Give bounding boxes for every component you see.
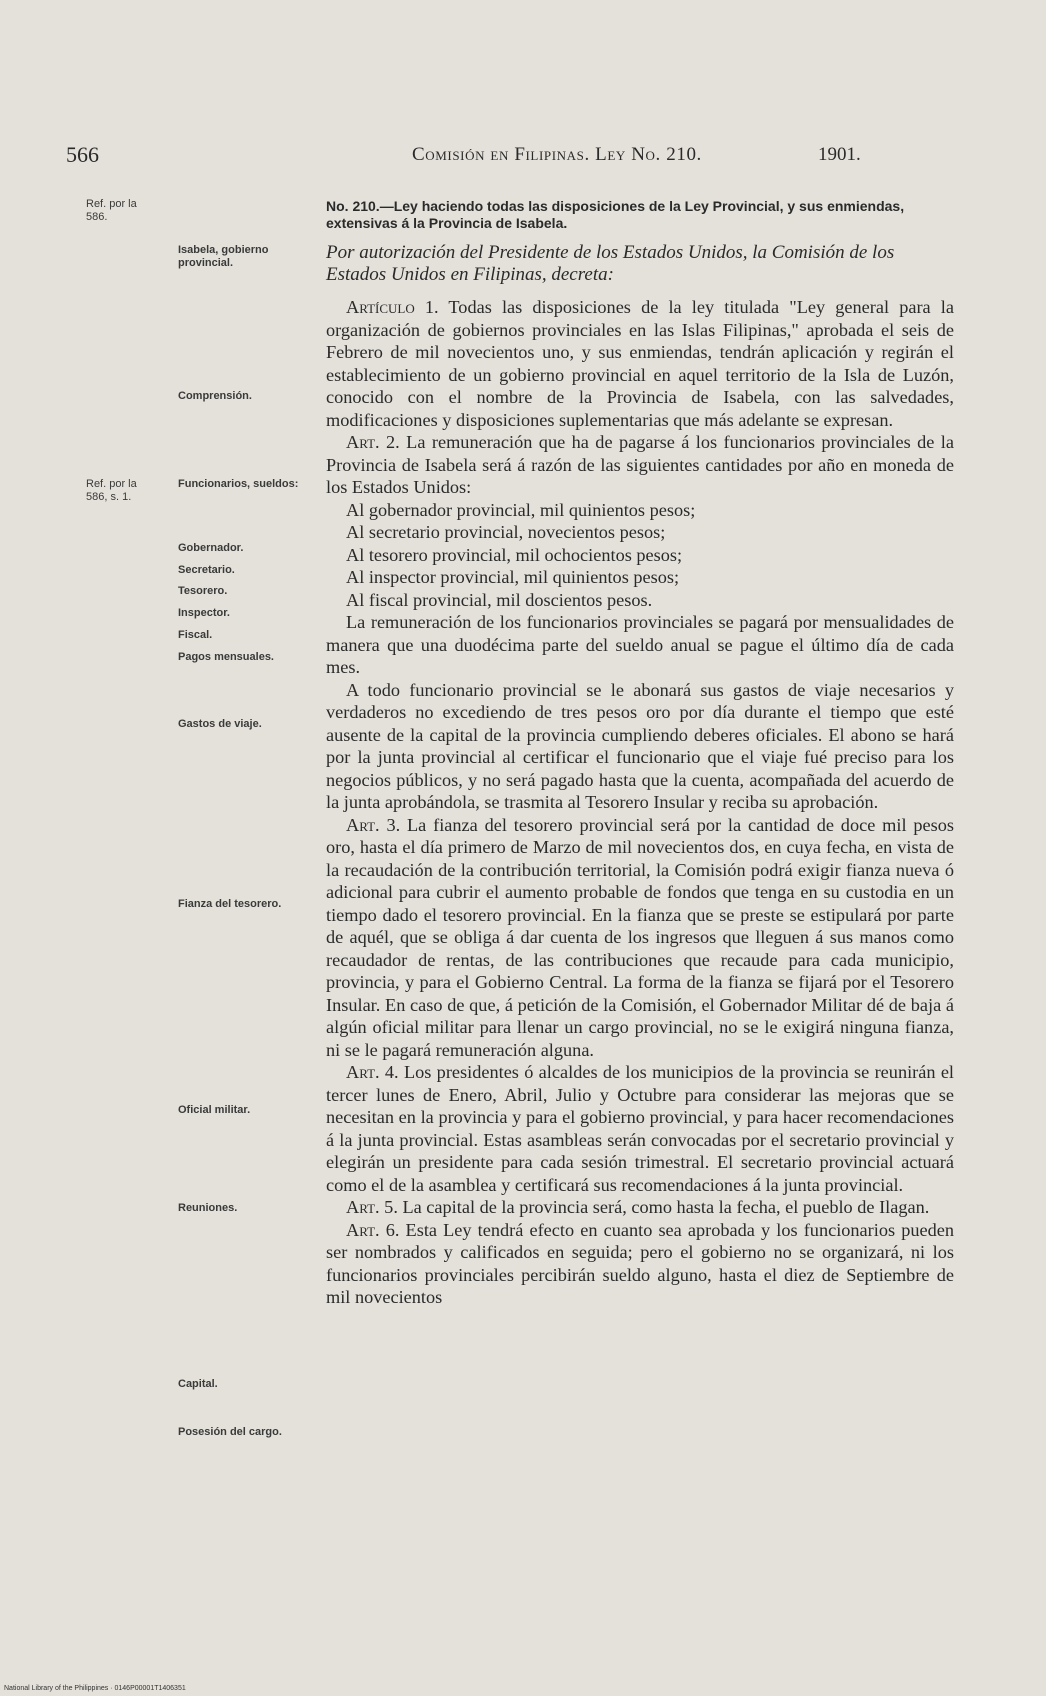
paragraph: A todo funcionario provincial se le abonará sus gastos de viaje necesarios y verdaderos no excediendo de tres pesos oro por día durante el tiempo que esté ausente de la capital de la provincia cumpliendo deberes oficiales. El abono se hará por la junta provincial al certificar el funcionario que el viaje fué preciso para los negocios públicos, y no será pagado hasta que la cuenta, acompañada del acuerdo de la junta aprobándola, se trasmita al Tesorero Insular y reciba su aprobación.: [326, 679, 954, 812]
paragraph: Art. 5. La capital de la provincia será, como hasta la fecha, el pueblo de Ilagan.: [346, 1197, 930, 1217]
paragraph: Al gobernador provincial, mil quinientos pesos;: [346, 499, 696, 520]
margin-note: Gastos de viaje.: [178, 718, 262, 730]
margin-note: Reuniones.: [178, 1202, 238, 1214]
margin-note: Capital.: [178, 1378, 218, 1390]
paragraph: La remuneración de los funcionarios provinciales se pagará por mensualidades de manera que una duodécima parte del sueldo anual se pague el último día de cada mes.: [326, 612, 954, 677]
margin-note: Comprensión.: [178, 390, 252, 402]
margin-note: Gobernador.: [178, 542, 244, 554]
margin-note: Isabela, gobierno provincial.: [178, 244, 269, 269]
outer-margin-note: Ref. por la 586, s. 1.: [86, 478, 137, 503]
paragraph: Al fiscal provincial, mil doscientos pesos.: [346, 589, 653, 610]
paragraph: Art. 4. Los presidentes ó alcaldes de los municipios de la provincia se reunirán el tercer lunes de Enero, Abril, Julio y Octubre para considerar las mejoras que se necesitan en la provincia y para el gobierno provincial, y para hacer recomendaciones á la junta provincial. Estas asambleas serán convocadas por el secretario provincial y elegirán un presidente para cada sesión trimestral. El secretario provincial actuará como el de la asamblea y certificará sus recomendaciones á la junta provincial.: [326, 1062, 955, 1195]
margin-note: Inspector.: [178, 607, 230, 619]
law-body: [326, 296, 954, 1309]
running-title: Comisión en Filipinas. Ley No. 210.: [412, 144, 702, 165]
paragraph: Art. 2. La remuneración que ha de pagarse á los funcionarios provinciales de la Provincia de Isabela será á razón de las siguientes cantidades por año en moneda de los Estados Unidos:: [326, 432, 955, 497]
page-number: 566: [66, 142, 99, 167]
margin-note: Tesorero.: [178, 585, 228, 597]
page-header: [66, 142, 866, 172]
paragraph: Art. 6. Esta Ley tendrá efecto en cuanto sea aprobada y los funcionarios pueden ser nombrados y calificados en seguida; pero el gobierno no se organizará, ni los funcionarios provinciales percibirán sueldo alguno, hasta el diez de Septiembre de mil novecientos: [326, 1219, 955, 1307]
law-title: No. 210.—Ley haciendo todas las disposiciones de la Ley Provincial, y sus enmiendas, extensivas á la Provincia de Isabela.: [326, 198, 905, 231]
paragraph: Artículo 1. Todas las disposiciones de la ley titulada "Ley general para la organización de gobiernos provinciales en las Islas Filipinas," aprobada el seis de Febrero de mil novecientos uno, y sus enmiendas, tendrán aplicación y regirán el establecimiento de un gobierno provincial en aquel territorio de la Isla de Luzón, conocido con el nombre de la Provincia de Isabela, con las salvedades, modificaciones y disposiciones suplementarias que más adelante se expresan.: [326, 297, 954, 430]
paragraph: Al tesorero provincial, mil ochocientos pesos;: [346, 544, 683, 565]
paragraph: Al secretario provincial, novecientos pesos;: [346, 522, 666, 542]
paragraph: Art. 3. La fianza del tesorero provincial será por la cantidad de doce mil pesos oro, hasta el día primero de Marzo de mil novecientos dos, en cuya fecha, en vista de la recaudación de la contribución territorial, la Comisión podrá exigir fianza nueva ó adicional para cubrir el aumento probable de fondos que tenga en su custodia en un tiempo dado el tesorero provincial. En la fianza que se preste se estipulará por parte de aquél, que se obliga á dar cuenta de los ingresos que lleguen á sus manos como recaudador de rentas, de las contribuciones que recaude para cada municipio, provincia, y para el Gobierno Central. La forma de la fianza se fijará por el Tesorero Insular. En caso de que, á petición de la Comisión, el Gobernador Militar dé de baja á algún oficial militar para llenar un cargo provincial, no se le exigirá ninguna fianza, ni se le pagará remuneración alguna.: [326, 814, 954, 1060]
scan-footer: National Library of the Philippines · 0146P00001T1406351: [4, 1685, 186, 1692]
margin-note: Pagos mensuales.: [178, 651, 274, 663]
margin-note: Secretario.: [178, 564, 235, 576]
margin-note: Fiscal.: [178, 629, 213, 641]
outer-margin-note: Ref. por la 586.: [86, 198, 137, 223]
margin-note: Fianza del tesorero.: [178, 898, 282, 910]
margin-note: Oficial militar.: [178, 1104, 251, 1116]
paragraph: Al inspector provincial, mil quinientos pesos;: [346, 567, 680, 587]
margin-note: Funcionarios, sueldos:: [178, 478, 299, 490]
authorization-clause: Por autorización del Presidente de los Estados Unidos, la Comisión de los Estados Unidos en Filipinas, decreta:: [326, 242, 895, 285]
margin-note: Posesión del cargo.: [178, 1426, 282, 1438]
header-year: 1901.: [818, 144, 861, 165]
